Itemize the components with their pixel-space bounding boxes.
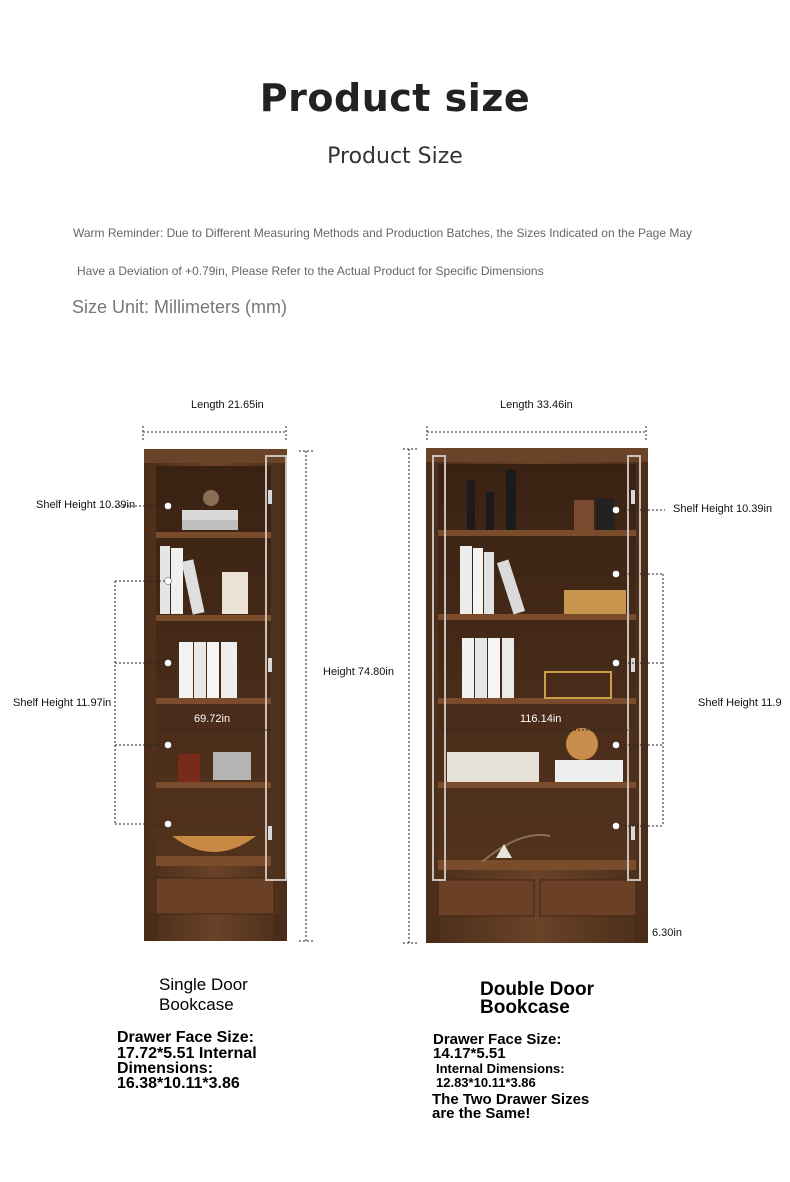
double-spec-line-4: 12.83*10.11*3.86 <box>436 1075 536 1090</box>
double-spec-line-6: are the Same! <box>432 1105 531 1122</box>
height-label: Height 74.80in <box>323 666 394 678</box>
single-shelf-mid-label: Shelf Height 11.97in <box>13 697 112 709</box>
page-subtitle: Product Size <box>327 144 463 169</box>
double-shelf-mid-label: Shelf Height 11.9 <box>698 697 782 709</box>
single-spec-line-1: Drawer Face Size: <box>117 1029 254 1046</box>
single-length-label: Length 21.65in <box>191 399 264 411</box>
depth-label: 6.30in <box>652 927 682 939</box>
double-spec-line-1: Drawer Face Size: <box>433 1031 562 1048</box>
reminder-line-1: Warm Reminder: Due to Different Measuring Methods and Production Batches, the Sizes Indicated on the Page May <box>73 226 692 240</box>
single-shelf-top-label: Shelf Height 10.39in <box>36 499 136 511</box>
size-unit: Size Unit: Millimeters (mm) <box>72 297 288 317</box>
double-inner-width-label: 116.14in <box>520 713 562 725</box>
single-caption-line-2: Bookcase <box>159 995 234 1014</box>
single-inner-width-label: 69.72in <box>194 713 231 725</box>
double-caption-line-1: Double Door <box>480 979 594 1000</box>
double-shelf-top-label: Shelf Height 10.39in <box>673 503 773 515</box>
double-bookcase <box>426 448 648 943</box>
single-spec-line-3: Dimensions: <box>117 1060 214 1077</box>
single-spec-line-2: 17.72*5.51 Internal <box>117 1045 257 1062</box>
double-spec-line-2: 14.17*5.51 <box>433 1045 506 1062</box>
single-bookcase <box>144 449 287 941</box>
single-caption-line-1: Single Door <box>159 975 248 994</box>
page-title: Product size <box>259 76 531 120</box>
reminder-line-2: Have a Deviation of +0.79in, Please Refer to the Actual Product for Specific Dimensions <box>77 264 544 278</box>
double-spec-line-3: Internal Dimensions: <box>436 1061 565 1076</box>
single-spec-line-4: 16.38*10.11*3.86 <box>117 1075 240 1092</box>
double-caption-line-2: Bookcase <box>480 997 570 1018</box>
double-length-label: Length 33.46in <box>500 399 573 411</box>
double-spec-line-5: The Two Drawer Sizes <box>432 1091 590 1108</box>
